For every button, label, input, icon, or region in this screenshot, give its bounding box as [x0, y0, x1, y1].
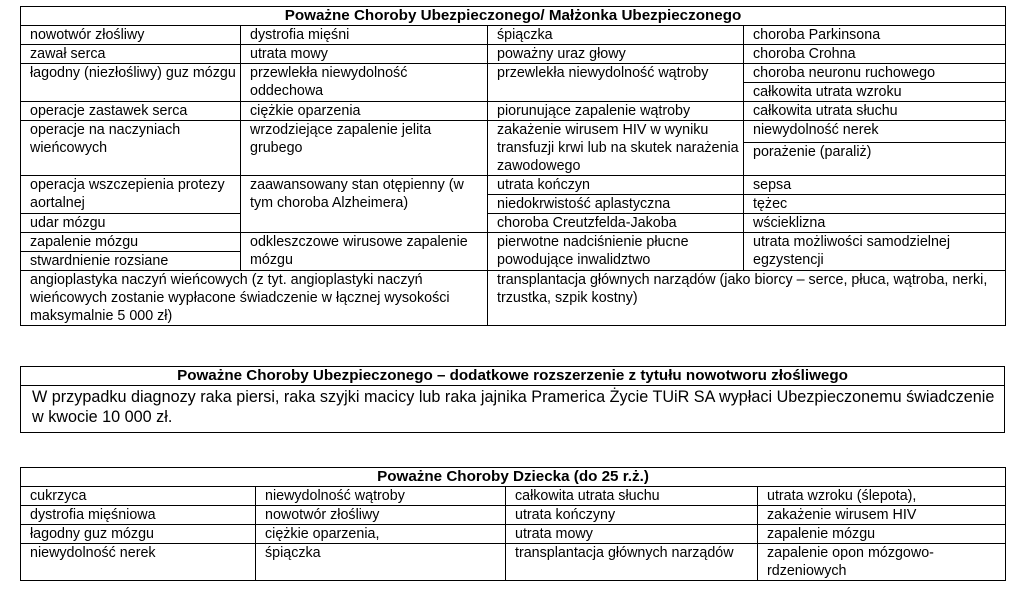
extension-text: W przypadku diagnozy raka piersi, raka szyjki macicy lub raka jajnika Pramerica Życie TUiR SA wypłaci Ubezpieczonemu świadczenie w kwocie 10 000 zł.: [21, 386, 1005, 433]
table-cell: całkowita utrata wzroku: [744, 83, 1006, 102]
table-cell: łagodny (niezłośliwy) guz mózgu: [21, 64, 241, 102]
table-cell: dystrofia mięśni: [241, 26, 488, 45]
table-cell: porażenie (paraliż): [744, 143, 1006, 176]
table-cell: angioplastyka naczyń wieńcowych (z tyt. angioplastyki naczyń wieńcowych zostanie wypłacone świadczenie w łącznej wysokości maksymalnie 5 000 zł): [21, 271, 488, 326]
table-cell: śpiączka: [488, 26, 744, 45]
table-cell: choroba Parkinsona: [744, 26, 1006, 45]
table-cell: tężec: [744, 195, 1006, 214]
table-cell: zakażenie wirusem HIV w wyniku transfuzji krwi lub na skutek narażenia zawodowego: [488, 121, 744, 176]
table-cell: ciężkie oparzenia,: [256, 525, 506, 544]
table-cell: choroba Crohna: [744, 45, 1006, 64]
table-cell: przewlekła niewydolność wątroby: [488, 64, 744, 102]
table-cell: utrata kończyn: [488, 176, 744, 195]
table-cell: utrata kończyny: [506, 506, 758, 525]
child-critical-illness-table: [20, 467, 1006, 581]
table-cell: operacje na naczyniach wieńcowych: [21, 121, 241, 176]
table-title: Poważne Choroby Ubezpieczonego – dodatkowe rozszerzenie z tytułu nowotworu złośliwego: [21, 367, 1005, 386]
table-title: Poważne Choroby Dziecka (do 25 r.ż.): [21, 468, 1006, 487]
table-cell: niewydolność wątroby: [256, 487, 506, 506]
table-cell: zakażenie wirusem HIV: [758, 506, 1006, 525]
table-cell: zaawansowany stan otępienny (w tym choroba Alzheimera): [241, 176, 488, 233]
table-cell: wrzodziejące zapalenie jelita grubego: [241, 121, 488, 176]
table-cell: utrata możliwości samodzielnej egzystencji: [744, 233, 1006, 271]
table-cell: niewydolność nerek: [21, 544, 256, 581]
table-cell: operacje zastawek serca: [21, 102, 241, 121]
table-cell: wścieklizna: [744, 214, 1006, 233]
table-cell: stwardnienie rozsiane: [21, 252, 241, 271]
table-title: Poważne Choroby Ubezpieczonego/ Małżonka Ubezpieczonego: [21, 7, 1006, 26]
table-cell: sepsa: [744, 176, 1006, 195]
table-cell: transplantacja głównych narządów: [506, 544, 758, 581]
table-cell: choroba neuronu ruchowego: [744, 64, 1006, 83]
table-cell: nowotwór złośliwy: [21, 26, 241, 45]
cancer-extension-table: [20, 366, 1005, 433]
table-cell: cukrzyca: [21, 487, 256, 506]
table-cell: zapalenie opon mózgowo-rdzeniowych: [758, 544, 1006, 581]
table-cell: niedokrwistość aplastyczna: [488, 195, 744, 214]
table-cell: udar mózgu: [21, 214, 241, 233]
table-cell: łagodny guz mózgu: [21, 525, 256, 544]
table-cell: utrata mowy: [506, 525, 758, 544]
table-cell: ciężkie oparzenia: [241, 102, 488, 121]
table-cell: piorunujące zapalenie wątroby: [488, 102, 744, 121]
table-cell: zapalenie mózgu: [758, 525, 1006, 544]
table-cell: nowotwór złośliwy: [256, 506, 506, 525]
table-cell: odkleszczowe wirusowe zapalenie mózgu: [241, 233, 488, 271]
table-cell: operacja wszczepienia protezy aortalnej: [21, 176, 241, 214]
table-cell: utrata mowy: [241, 45, 488, 64]
table-cell: śpiączka: [256, 544, 506, 581]
table-cell: zapalenie mózgu: [21, 233, 241, 252]
table-cell: całkowita utrata słuchu: [744, 102, 1006, 121]
table-cell: dystrofia mięśniowa: [21, 506, 256, 525]
table-cell: poważny uraz głowy: [488, 45, 744, 64]
table-cell: całkowita utrata słuchu: [506, 487, 758, 506]
table-cell: pierwotne nadciśnienie płucne powodujące inwalidztwo: [488, 233, 744, 271]
table-cell: transplantacja głównych narządów (jako biorcy – serce, płuca, wątroba, nerki, trzustka, szpik kostny): [488, 271, 1006, 326]
table-cell: niewydolność nerek: [744, 121, 1006, 143]
adult-critical-illness-table: [20, 6, 1006, 326]
table-cell: zawał serca: [21, 45, 241, 64]
table-cell: utrata wzroku (ślepota),: [758, 487, 1006, 506]
table-cell: przewlekła niewydolność oddechowa: [241, 64, 488, 102]
table-cell: choroba Creutzfelda-Jakoba: [488, 214, 744, 233]
